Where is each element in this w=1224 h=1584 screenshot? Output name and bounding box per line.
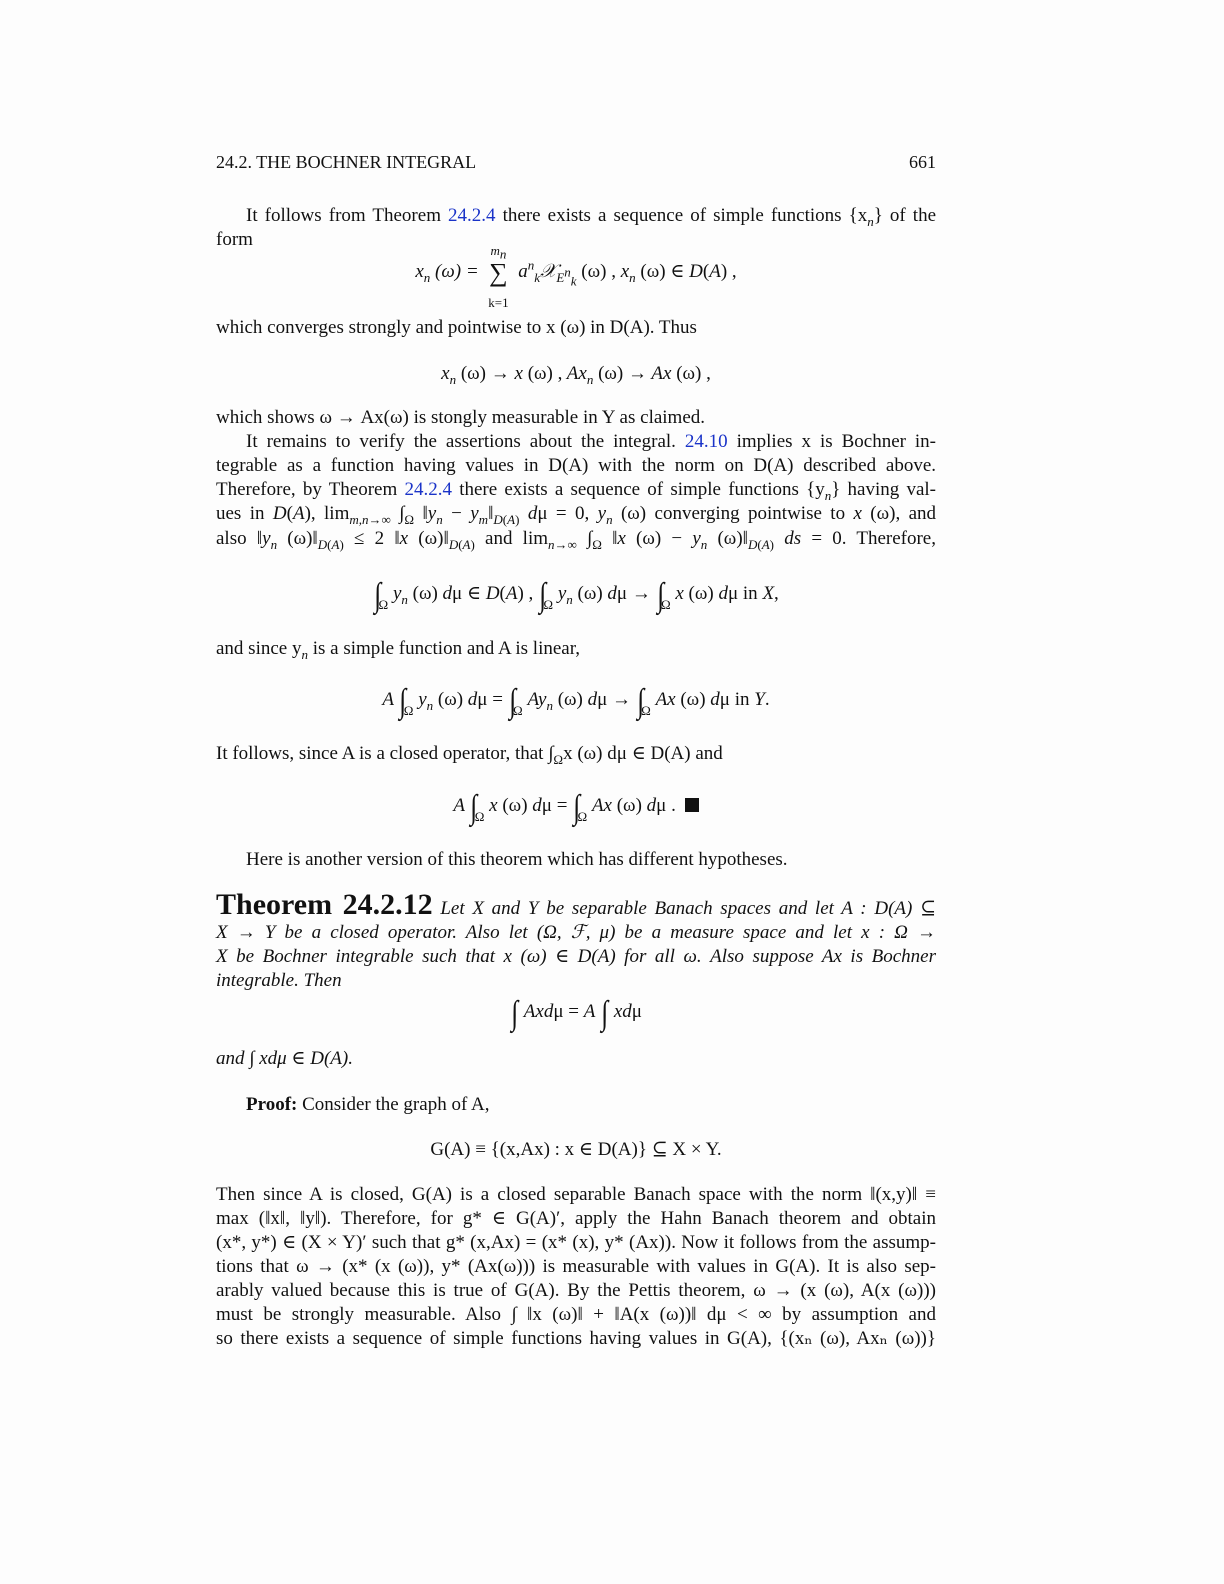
text-line: tegrable as a function having values in D(A) with the norm on D(A) described above.	[216, 455, 936, 476]
text-line: which converges strongly and pointwise to x (ω) in D(A). Thus	[216, 317, 697, 338]
text-line: so there exists a sequence of simple functions having values in G(A), {(xₙ (ω), Axₙ (ω))}	[216, 1328, 936, 1349]
equation-linearity: A $\int_\Omega$ $y_n$ (ω) $d\mu = \int_\Omega$ $Ay_n$ (ω) $d\mu \to \int_\Omega$ Ax (ω) dμ in Y.	[382, 683, 770, 720]
equation-integrals: $\int_\Omega$ $y_n$ (ω) dμ ∈ D(A) , $\int_\Omega$ $y_n$ (ω) $d\mu \to \int_\Omega$ x (ω) dμ in X,	[374, 577, 779, 614]
text-line: must be strongly measurable. Also ∫ ‖x (ω)‖ + ‖A(x (ω))‖ dμ < ∞ by assumption and	[216, 1304, 936, 1325]
section-title: 24.2. THE BOCHNER INTEGRAL	[216, 152, 477, 172]
text-line: form	[216, 229, 253, 250]
text-line: and since $y_n$ is a simple function and A is linear,	[216, 638, 581, 662]
equation-theorem: ∫ Axdμ = A ∫ xdμ	[511, 995, 642, 1032]
page-number: 661	[909, 152, 936, 172]
text-line: (x*, y*) ∈ (X × Y)′ such that g* (x,Ax) = (x* (x), y* (Ax)). Now it follows from the assump-	[216, 1232, 936, 1253]
text-line: max (‖x‖, ‖y‖). Therefore, for g* ∈ G(A)′, apply the Hahn Banach theorem and obtain	[216, 1208, 936, 1229]
text-line: also $‖y_n$ $(\omega)‖_{D(A)} \le 2$ ‖x $(\omega)‖_{D(A)}$ and $\lim_{n\to\infty} \int_\Omega$ ‖x $(\omega) - y_n$ $(\omega)‖_{D(A)}$ ds = 0. Therefore,	[216, 528, 936, 552]
theorem-link[interactable]: 24.2.4	[448, 205, 496, 226]
proof-label: Proof:	[246, 1094, 298, 1115]
equation-link[interactable]: 24.10	[684, 431, 728, 452]
equation-convergence: $x_n$ (ω) → x (ω) , $Ax_n$ (ω) → Ax (ω) ,	[441, 363, 711, 387]
running-header	[216, 150, 936, 174]
text-line: It follows, since A is a closed operator, that $\int_\Omega x$ (ω) dμ ∈ D(A) and	[216, 743, 723, 767]
theorem-link[interactable]: 24.2.4	[404, 479, 452, 500]
text-line: Then since A is closed, G(A) is a closed separable Banach space with the norm ‖(x,y)‖ ≡	[216, 1184, 936, 1205]
equation-simple-function: $x_n$ (ω) = $m_n$ ∑ k=1 $a^n_k𝒳_{E^n_k}$ (ω) , $x_n$ (ω) ∈ D(A) ,	[415, 243, 737, 310]
text-line: It remains to verify the assertions about the integral. 24.10 implies x is Bochner in-	[246, 431, 937, 452]
text-line: It follows from Theorem 24.2.4 there exists a sequence of simple functions $\{x_n\}$ of the	[246, 205, 937, 229]
qed-symbol	[685, 798, 699, 812]
theorem-line: and ∫ xdμ ∈ D(A).	[216, 1048, 353, 1069]
text-line: Here is another version of this theorem which has different hypotheses.	[246, 849, 788, 870]
theorem-title: Theorem 24.2.12	[216, 888, 433, 921]
text-line: arably valued because this is true of G(A). By the Pettis theorem, ω → (x (ω), A(x (ω)))	[216, 1280, 936, 1301]
text-line: tions that ω → (x* (x (ω)), y* (Ax(ω))) is measurable with values in G(A). It is also sep-	[216, 1256, 936, 1277]
text-line: Therefore, by Theorem 24.2.4 there exists a sequence of simple functions $\{y_n\}$ having val-	[216, 479, 937, 503]
text-line: which shows ω → Ax(ω) is stongly measurable in Y as claimed.	[216, 407, 706, 428]
theorem-line: X → Y be a closed operator. Also let (Ω, ℱ, μ) be a measure space and let x : Ω →	[216, 922, 936, 943]
equation-closed: A $\int_\Omega$ x (ω) $d\mu = \int_\Omega$ Ax (ω) dμ .	[216, 794, 936, 820]
theorem-line: X be Bochner integrable such that x (ω) ∈ D(A) for all ω. Also suppose Ax is Bochner	[216, 946, 936, 967]
theorem-line: integrable. Then	[216, 970, 342, 991]
text-line: ues in D(A), $\lim_{m,n\to\infty} \int_\Omega$ $‖y_n$ − $y_m‖_{D(A)}$ dμ = 0, $y_n$ (ω) converging pointwise to x (ω), and	[216, 503, 937, 527]
theorem-line: Theorem 24.2.12 Let X and Y be separable Banach spaces and let A : D(A) ⊆	[216, 888, 936, 921]
proof-line: Proof: Consider the graph of A,	[246, 1094, 490, 1115]
page	[216, 0, 936, 1584]
equation-graph: G(A) ≡ {(x,Ax) : x ∈ D(A)} ⊆ X × Y.	[430, 1139, 722, 1160]
